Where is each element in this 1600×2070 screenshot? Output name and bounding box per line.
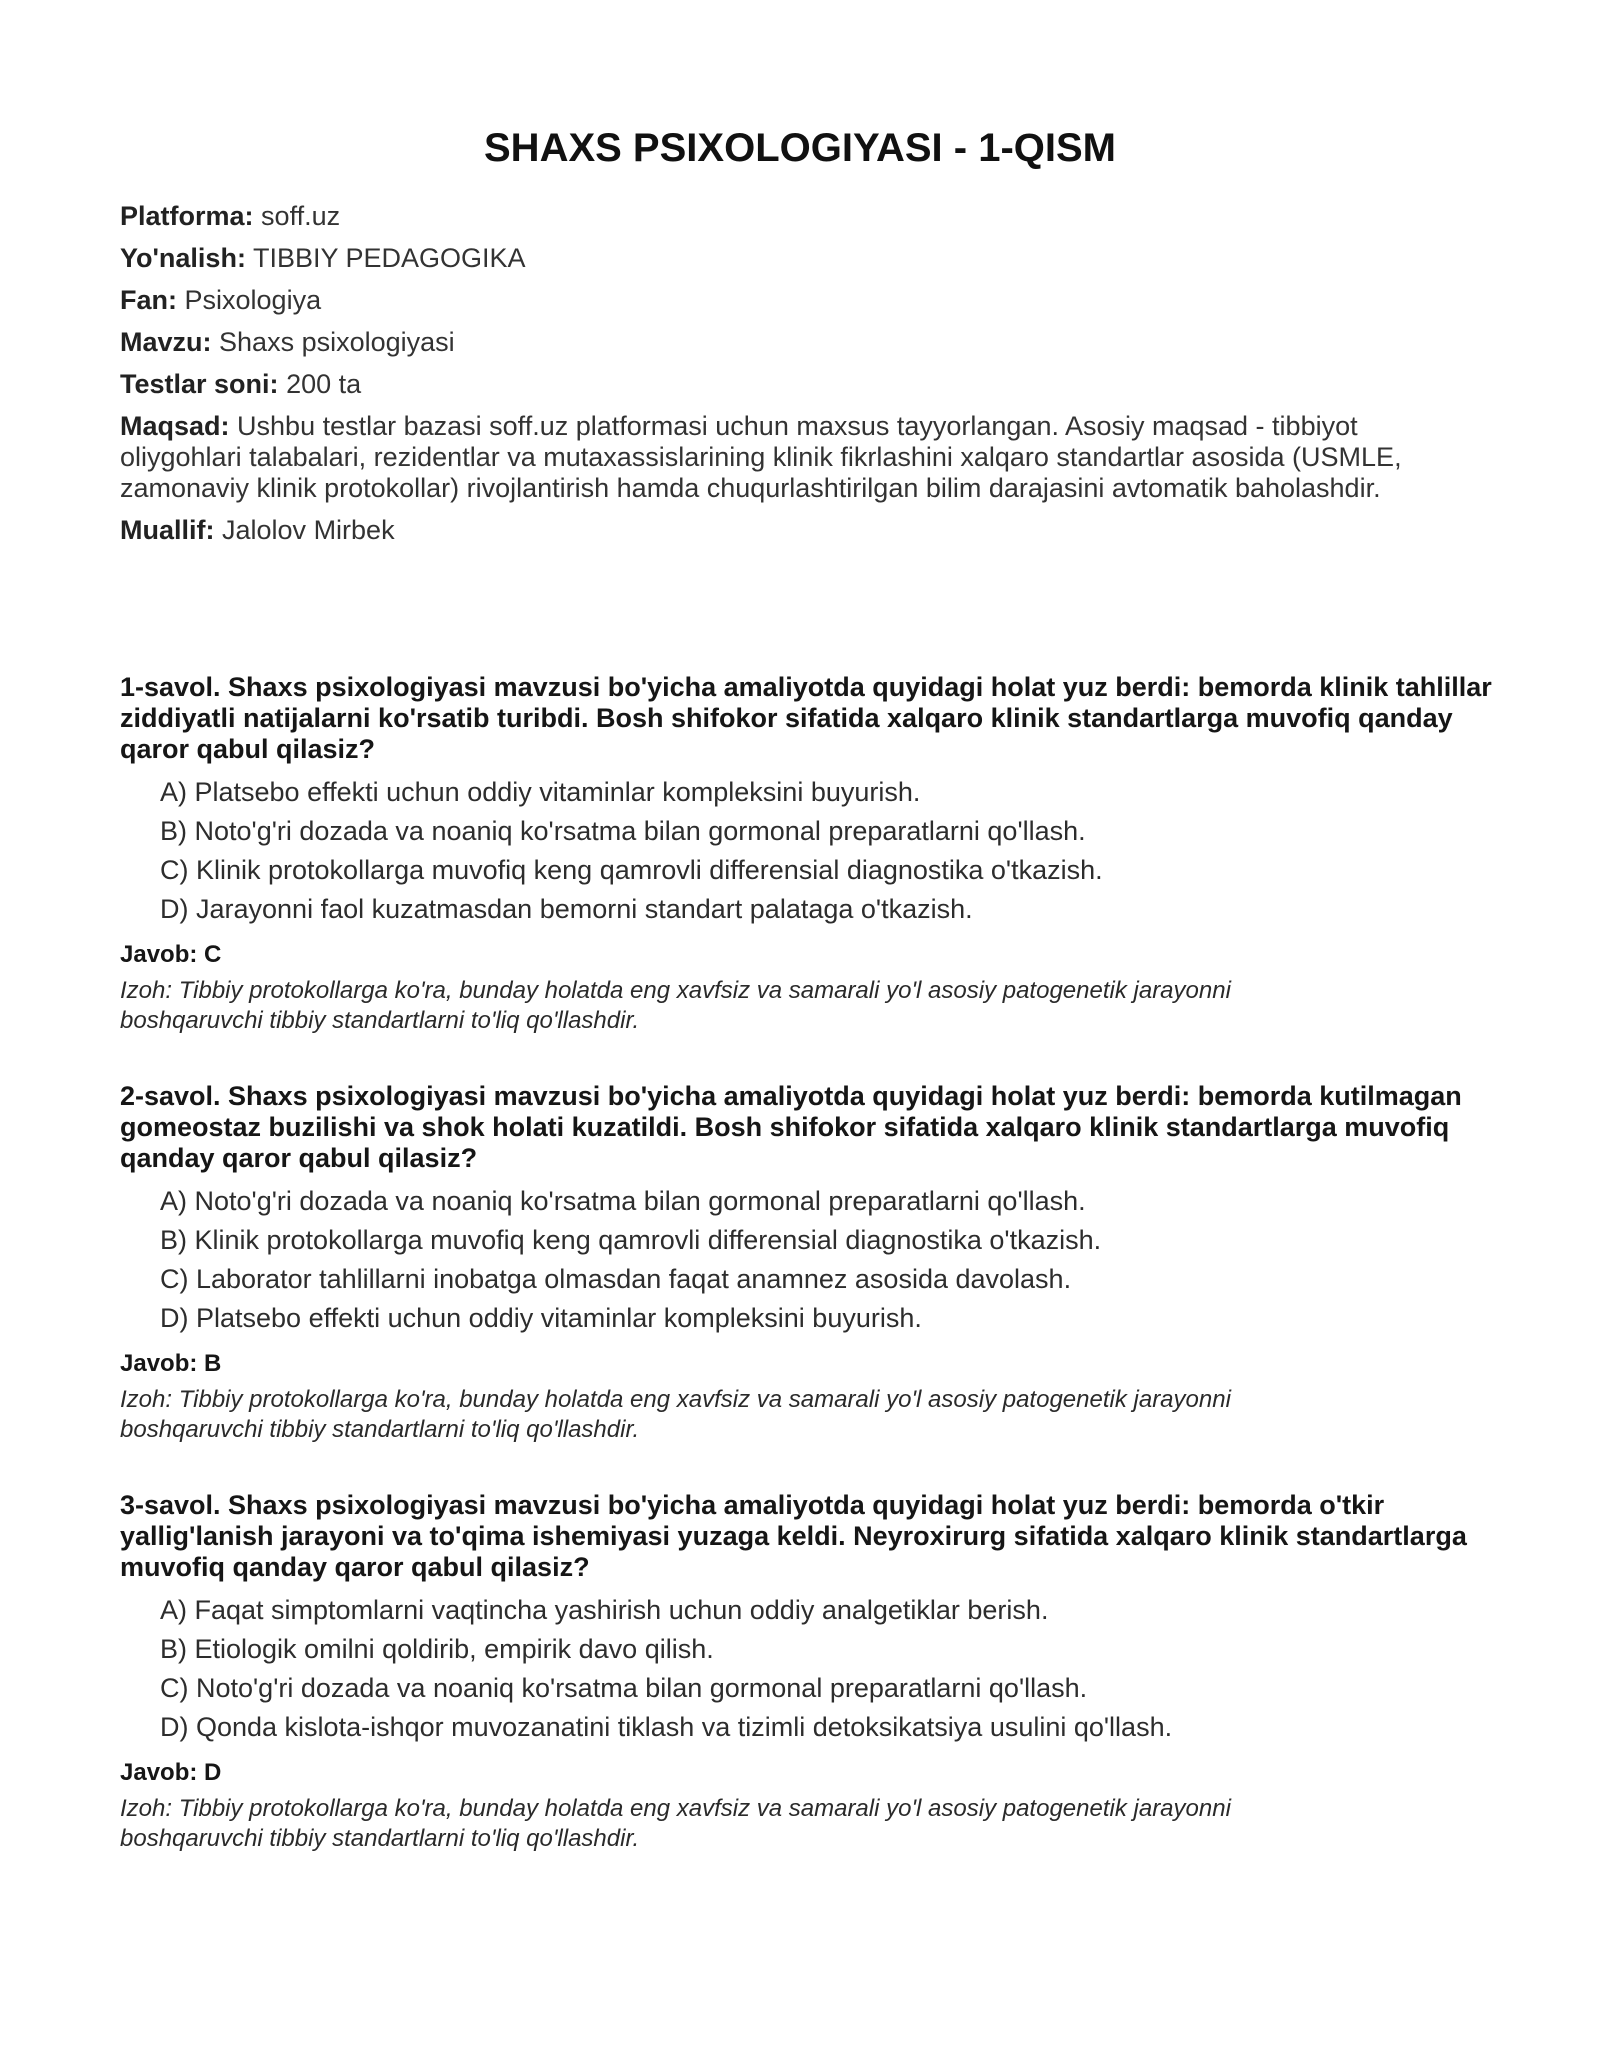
explanation: Izoh: Tibbiy protokollarga ko'ra, bunday holatda eng xavfsiz va samarali yo'l asosiy patogenetik jarayonni boshqaruvchi tibbiy standartlarni to'liq qo'llashdir. (120, 1386, 1231, 1443)
meta-direction-label: Yo'nalish: (120, 243, 246, 273)
answer-option: A) Noto'g'ri dozada va noaniq ko'rsatma bilan gormonal preparatlarni qo'llash. (160, 1186, 1086, 1216)
meta-count (120, 369, 1460, 400)
meta-goal-label: Maqsad: (120, 411, 230, 441)
meta-subject (120, 285, 1460, 316)
meta-author (120, 515, 1460, 546)
answer-option: B) Klinik protokollarga muvofiq keng qamrovli differensial diagnostika o'tkazish. (160, 1225, 1102, 1255)
meta-direction-value: TIBBIY PEDAGOGIKA (252, 243, 526, 273)
answer-key: Javob: B (120, 1350, 222, 1377)
meta-subject-value: Psixologiya (184, 285, 322, 315)
answer-option: D) Jarayonni faol kuzatmasdan bemorni standart palataga o'tkazish. (160, 894, 973, 924)
answer-key: Javob: D (120, 1759, 222, 1786)
answer-option: C) Klinik protokollarga muvofiq keng qamrovli differensial diagnostika o'tkazish. (160, 855, 1103, 885)
answer-option: A) Platsebo effekti uchun oddiy vitaminlar kompleksini buyurish. (160, 777, 921, 807)
question-text: 2-savol. Shaxs psixologiyasi mavzusi bo'yicha amaliyotda quyidagi holat yuz berdi: bemorda kutilmagan gomeostaz buzilishi va shok holati kuzatildi. Bosh shifokor sifatida xalqaro klinik standartlarga muvofiq qanday qaror qabul qilasiz? (120, 1081, 1462, 1173)
question-block (120, 1081, 1500, 1445)
answer-option: B) Noto'g'ri dozada va noaniq ko'rsatma bilan gormonal preparatlarni qo'llash. (160, 816, 1086, 846)
question-block (120, 672, 1500, 1036)
meta-platform-value: soff.uz (261, 201, 341, 231)
answer-option: A) Faqat simptomlarni vaqtincha yashirish uchun oddiy analgetiklar berish. (160, 1595, 1049, 1625)
meta-platform (120, 201, 1460, 232)
answer-option: D) Platsebo effekti uchun oddiy vitaminlar kompleksini buyurish. (160, 1303, 922, 1333)
answer-option: C) Laborator tahlillarni inobatga olmasdan faqat anamnez asosida davolash. (160, 1264, 1072, 1294)
meta-topic-label: Mavzu: (120, 327, 212, 357)
document-meta (120, 201, 1460, 557)
explanation: Izoh: Tibbiy protokollarga ko'ra, bunday holatda eng xavfsiz va samarali yo'l asosiy patogenetik jarayonni boshqaruvchi tibbiy standartlarni to'liq qo'llashdir. (120, 1795, 1231, 1852)
answer-option: D) Qonda kislota-ishqor muvozanatini tiklash va tizimli detoksikatsiya usulini qo'llash. (160, 1712, 1173, 1742)
meta-count-label: Testlar soni: (120, 369, 279, 399)
answer-key: Javob: C (120, 941, 222, 968)
question-text: 3-savol. Shaxs psixologiyasi mavzusi bo'yicha amaliyotda quyidagi holat yuz berdi: bemorda o'tkir yallig'lanish jarayoni va to'qima ishemiyasi yuzaga keldi. Neyroxirurg sifatida xalqaro klinik standartlarga muvofiq qanday qaror qabul qilasiz? (120, 1490, 1467, 1582)
meta-count-value: 200 ta (286, 369, 362, 399)
explanation: Izoh: Tibbiy protokollarga ko'ra, bunday holatda eng xavfsiz va samarali yo'l asosiy patogenetik jarayonni boshqaruvchi tibbiy standartlarni to'liq qo'llashdir. (120, 977, 1231, 1034)
question-block (120, 1490, 1500, 1854)
meta-direction (120, 243, 1460, 274)
meta-platform-label: Platforma: (120, 201, 254, 231)
answer-option: C) Noto'g'ri dozada va noaniq ko'rsatma bilan gormonal preparatlarni qo'llash. (160, 1673, 1088, 1703)
meta-author-value: Jalolov Mirbek (222, 515, 395, 545)
meta-goal (120, 411, 1460, 504)
meta-goal-value: Ushbu testlar bazasi soff.uz platformasi uchun maxsus tayyorlangan. Asosiy maqsad - tibbiyot oliygohlari talabalari, rezidentlar va mutaxassislarining klinik fikrlashini xalqaro standartlar asosida (USMLE, zamonaviy klinik protokollar) rivojlantirish hamda chuqurlashtirilgan bilim darajasini avtomatik baholashdir. (120, 411, 1402, 503)
question-text: 1-savol. Shaxs psixologiyasi mavzusi bo'yicha amaliyotda quyidagi holat yuz berdi: bemorda klinik tahlillar ziddiyatli natijalarni ko'rsatib turibdi. Bosh shifokor sifatida xalqaro klinik standartlarga muvofiq qanday qaror qabul qilasiz? (120, 672, 1492, 764)
meta-topic (120, 327, 1460, 358)
meta-subject-label: Fan: (120, 285, 177, 315)
document-title: SHAXS PSIXOLOGIYASI - 1-QISM (484, 126, 1116, 170)
answer-option: B) Etiologik omilni qoldirib, empirik davo qilish. (160, 1634, 714, 1664)
meta-author-label: Muallif: (120, 515, 215, 545)
meta-topic-value: Shaxs psixologiyasi (219, 327, 455, 357)
